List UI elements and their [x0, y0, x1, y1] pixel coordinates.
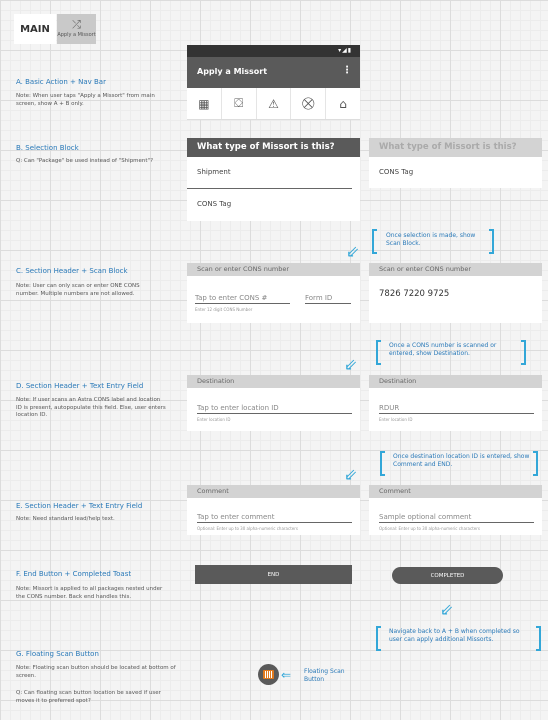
- tab-main-label: MAIN: [20, 23, 50, 35]
- app-bar-title: Apply a Missort: [197, 67, 268, 76]
- callout-2: Once a CONS number is scanned or entered, show Destination.: [389, 342, 497, 357]
- destination-header-right: Destination: [369, 375, 542, 388]
- section-g-note1: Note: Floating scan button should be located at bottom of screen.: [16, 665, 176, 679]
- section-g-title: G. Floating Scan Button: [16, 650, 99, 658]
- section-b-title: B. Selection Block: [16, 144, 79, 152]
- option-selected[interactable]: CONS Tag: [379, 168, 414, 176]
- overflow-menu-icon[interactable]: ⋮: [342, 65, 352, 76]
- section-c-title: C. Section Header + Scan Block: [16, 267, 128, 275]
- selection-question: What type of Missort is this?: [187, 138, 360, 157]
- selection-block-selected: [369, 138, 542, 188]
- scan-block: [187, 263, 360, 323]
- destination-value[interactable]: RDUR: [379, 404, 534, 414]
- section-d-note: Note: If user scans an Astra CONS label and location ID is present, autopopulate this field. Else, user enters location ID.: [16, 397, 166, 418]
- section-a-title: A. Basic Action + Nav Bar: [16, 78, 106, 86]
- comment-header: Comment: [187, 485, 360, 498]
- report-icon[interactable]: ⚠: [257, 88, 292, 119]
- comment-header-right: Comment: [369, 485, 542, 498]
- nav-bar: [187, 88, 360, 120]
- fab-label: Floating Scan Button: [304, 668, 345, 683]
- section-b-note: Q: Can "Package" be used instead of "Shipment"?: [16, 158, 154, 164]
- callout-3: Once destination location ID is entered, show Comment and END.: [393, 453, 530, 468]
- section-g-note2: Q: Can floating scan button location be saved if user moves it to preferred spot?: [16, 690, 161, 704]
- comment-block: [187, 485, 360, 535]
- callout-bracket-right: [536, 626, 541, 651]
- destination-help-right: Enter location ID: [379, 417, 413, 422]
- selection-question-disabled: What type of Missort is this?: [369, 138, 542, 157]
- arrow-icon: ⇙: [346, 242, 360, 261]
- option-shipment[interactable]: Shipment: [187, 157, 352, 189]
- section-c-note: Note: User can only scan or enter ONE CONS number. Multiple numbers are not allowed.: [16, 283, 140, 297]
- comment-sample[interactable]: Sample optional comment: [379, 513, 534, 523]
- tab-main[interactable]: [14, 14, 56, 44]
- form-id-input[interactable]: Form ID: [305, 294, 351, 304]
- app-bar: [187, 57, 360, 88]
- scan-block-filled: [369, 263, 542, 323]
- shuffle-icon: ⤮: [72, 18, 81, 31]
- section-f-note: Note: Missort is applied to all packages nested under the CONS number. Back end handles this.: [16, 586, 163, 600]
- scan-header-right: Scan or enter CONS number: [369, 263, 542, 276]
- callout-bracket-left: [380, 451, 385, 476]
- comment-block-filled: [369, 485, 542, 535]
- cons-input[interactable]: Tap to enter CONS #: [195, 294, 290, 304]
- option-cons-tag[interactable]: CONS Tag: [197, 200, 232, 208]
- floating-scan-button[interactable]: [258, 664, 279, 685]
- callout-bracket-right: [521, 340, 526, 365]
- tab-apply-label: Apply a Missort: [57, 32, 96, 38]
- arrow-icon: ⇙: [344, 355, 358, 374]
- callout-bracket-left: [376, 340, 381, 365]
- selection-block: [187, 138, 360, 221]
- grid-icon[interactable]: ▦: [187, 88, 222, 119]
- comment-help-right: Optional: Enter up to 30 alpha-numeric characters: [379, 526, 480, 531]
- callout-bracket-right: [533, 451, 538, 476]
- comment-help: Optional: Enter up to 30 alpha-numeric characters: [197, 526, 298, 531]
- destination-block-filled: [369, 375, 542, 431]
- destination-help: Enter location ID: [197, 417, 231, 422]
- arrow-icon: ⇐: [281, 668, 292, 682]
- destination-header: Destination: [187, 375, 360, 388]
- completed-toast: COMPLETED: [392, 567, 503, 584]
- comment-input[interactable]: Tap to enter comment: [197, 513, 352, 523]
- status-icons: ▾◢▮: [338, 47, 352, 54]
- hand-box-icon[interactable]: ⛋: [222, 88, 257, 119]
- cart-off-icon[interactable]: ⛒: [291, 88, 326, 119]
- section-a-note: Note: When user taps "Apply a Missort" from main screen, show A + B only.: [16, 93, 155, 107]
- callout-bracket-right: [489, 229, 494, 254]
- section-e-title: E. Section Header + Text Entry Field: [16, 502, 143, 510]
- callout-4: Navigate back to A + B when completed so user can apply additional Missorts.: [389, 628, 520, 643]
- section-f-title: F. End Button + Completed Toast: [16, 570, 132, 578]
- cons-value[interactable]: 7826 7220 9725: [379, 289, 450, 299]
- barcode-scan-icon: [263, 670, 274, 679]
- status-bar: [187, 45, 360, 57]
- tag-icon[interactable]: ⌂: [339, 96, 347, 111]
- destination-input[interactable]: Tap to enter location ID: [197, 404, 352, 414]
- scan-header: Scan or enter CONS number: [187, 263, 360, 276]
- section-e-note: Note: Need standard lead/help text.: [16, 516, 115, 522]
- arrow-icon: ⇙: [440, 600, 454, 619]
- destination-block: [187, 375, 360, 431]
- section-d-title: D. Section Header + Text Entry Field: [16, 382, 144, 390]
- end-button[interactable]: END: [195, 565, 352, 584]
- cons-help: Enter 12 digit CONS Number: [195, 307, 253, 312]
- tab-apply-missort[interactable]: [57, 14, 96, 44]
- callout-bracket-left: [376, 626, 381, 651]
- arrow-icon: ⇙: [344, 465, 358, 484]
- callout-bracket-left: [372, 229, 377, 254]
- callout-1: Once selection is made, show Scan Block.: [386, 232, 476, 247]
